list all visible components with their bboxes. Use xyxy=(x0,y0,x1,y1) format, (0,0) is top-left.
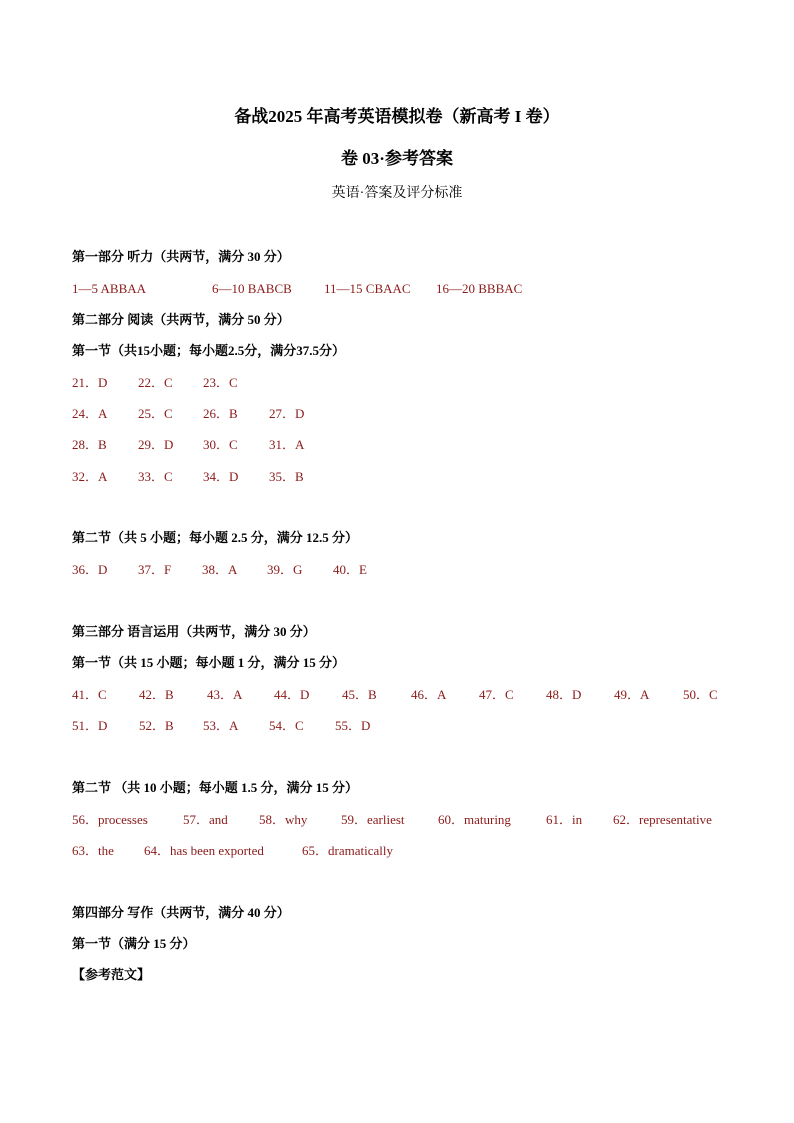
answer-54: 54．C xyxy=(269,718,304,733)
answer-39: 39．G xyxy=(267,562,303,577)
answer-59: 59．earliest xyxy=(341,812,405,827)
answer-25: 25．C xyxy=(138,406,173,421)
answer-62: 62．representative xyxy=(613,812,712,827)
answer-55: 55．D xyxy=(335,718,371,733)
part1-answer-3: 11—15 CBAAC xyxy=(324,281,411,296)
answer-48: 48．D xyxy=(546,687,582,702)
page-title: 备战2025 年高考英语模拟卷（新高考 I 卷） xyxy=(234,107,560,126)
answer-65: 65．dramatically xyxy=(302,843,393,858)
answer-42: 42．B xyxy=(139,687,174,702)
answer-26: 26．B xyxy=(203,406,238,421)
answer-64: 64．has been exported xyxy=(144,843,264,858)
part3-heading: 第三部分 语言运用（共两节，满分 30 分） xyxy=(72,624,316,639)
answer-37: 37．F xyxy=(138,562,172,577)
answer-30: 30．C xyxy=(203,437,238,452)
answer-58: 58．why xyxy=(259,812,308,827)
answer-23: 23．C xyxy=(203,375,238,390)
answer-28: 28．B xyxy=(72,437,107,452)
answer-29: 29．D xyxy=(138,437,174,452)
answer-44: 44．D xyxy=(274,687,310,702)
answer-61: 61．in xyxy=(546,812,583,827)
answer-60: 60．maturing xyxy=(438,812,511,827)
part3-section2-heading: 第二节 （共 10 小题；每小题 1.5 分，满分 15 分） xyxy=(72,780,359,795)
answer-45: 45．B xyxy=(342,687,377,702)
answer-51: 51．D xyxy=(72,718,108,733)
answer-41: 41．C xyxy=(72,687,107,702)
part1-heading: 第一部分 听力（共两节，满分 30 分） xyxy=(72,249,290,264)
answer-56: 56．processes xyxy=(72,812,148,827)
part2-heading: 第二部分 阅读（共两节，满分 50 分） xyxy=(72,312,290,327)
answer-22: 22．C xyxy=(138,375,173,390)
part1-answer-2: 6—10 BABCB xyxy=(212,281,292,296)
part2-section2-heading: 第二节（共 5 小题；每小题 2.5 分，满分 12.5 分） xyxy=(72,530,359,545)
answer-31: 31．A xyxy=(269,437,305,452)
answer-57: 57．and xyxy=(183,812,228,827)
part2-section1-heading: 第一节（共15小题；每小题2.5分，满分37.5分） xyxy=(72,343,346,358)
answer-32: 32．A xyxy=(72,469,108,484)
answer-34: 34．D xyxy=(203,469,239,484)
answer-47: 47．C xyxy=(479,687,514,702)
answer-36: 36．D xyxy=(72,562,108,577)
answer-27: 27．D xyxy=(269,406,305,421)
part4-section1-heading: 第一节（满分 15 分） xyxy=(72,936,196,951)
part1-answer-4: 16—20 BBBAC xyxy=(436,281,523,296)
answer-40: 40．E xyxy=(333,562,367,577)
answer-63: 63．the xyxy=(72,843,114,858)
answer-53: 53．A xyxy=(203,718,239,733)
answer-38: 38．A xyxy=(202,562,238,577)
page-subsubtitle: 英语·答案及评分标准 xyxy=(331,186,463,201)
answer-46: 46．A xyxy=(411,687,447,702)
answer-49: 49．A xyxy=(614,687,650,702)
answer-33: 33．C xyxy=(138,469,173,484)
answer-43: 43．A xyxy=(207,687,243,702)
reference-essay-label: 【参考范文】 xyxy=(72,967,151,982)
part4-heading: 第四部分 写作（共两节，满分 40 分） xyxy=(72,905,290,920)
answer-24: 24．A xyxy=(72,406,108,421)
answer-21: 21．D xyxy=(72,375,108,390)
answer-50: 50．C xyxy=(683,687,718,702)
answer-52: 52．B xyxy=(139,718,174,733)
page-subtitle: 卷 03·参考答案 xyxy=(341,149,453,168)
answer-35: 35．B xyxy=(269,469,304,484)
part1-answer-1: 1—5 ABBAA xyxy=(72,281,147,296)
part3-section1-heading: 第一节（共 15 小题；每小题 1 分，满分 15 分） xyxy=(72,655,346,670)
